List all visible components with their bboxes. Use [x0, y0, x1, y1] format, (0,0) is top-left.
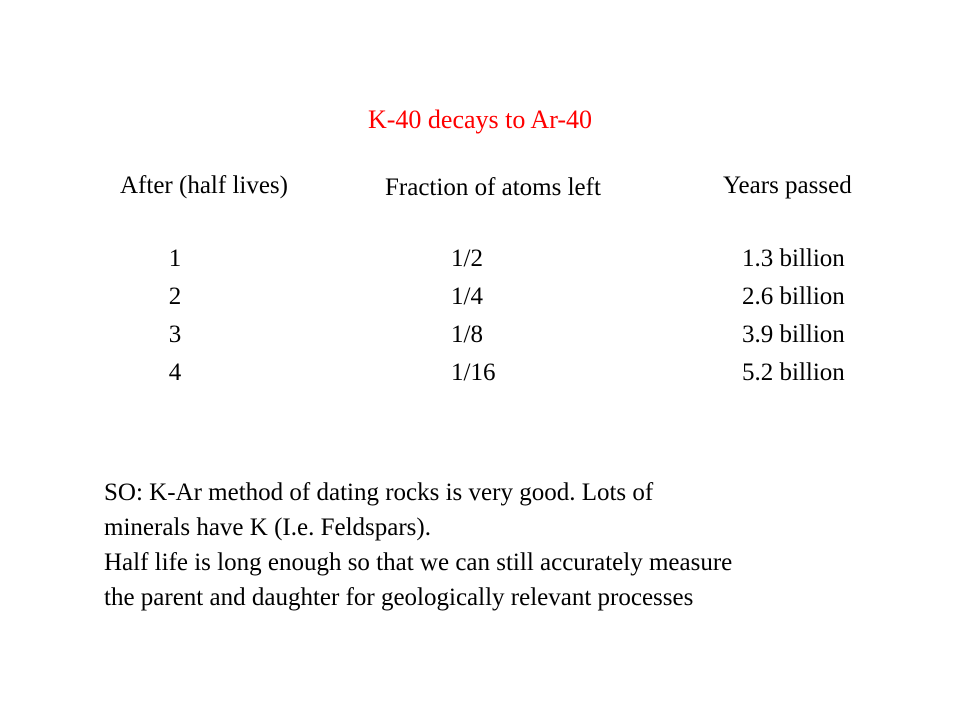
- half-lives-cell: 1: [168, 245, 182, 272]
- fraction-cell: 1/2: [451, 245, 483, 272]
- note-line: minerals have K (I.e. Feldspars).: [104, 514, 431, 541]
- years-cell: 5.2 billion: [742, 359, 845, 386]
- note-line: Half life is long enough so that we can still accurately measure: [104, 549, 733, 576]
- half-lives-cell: 2: [168, 283, 182, 310]
- years-cell: 2.6 billion: [742, 283, 845, 310]
- years-column: [742, 240, 845, 392]
- half-lives-cell: 4: [168, 359, 182, 386]
- half-lives-column: [140, 240, 210, 392]
- note-line: SO: K-Ar method of dating rocks is very good. Lots of: [104, 479, 654, 506]
- slide-title: K-40 decays to Ar-40: [367, 105, 593, 134]
- note-line: the parent and daughter for geologically relevant processes: [104, 584, 694, 611]
- half-lives-cell: 3: [168, 321, 182, 348]
- fraction-cell: 1/4: [451, 283, 483, 310]
- header-fraction-left: Fraction of atoms left: [385, 174, 601, 201]
- fraction-column: [451, 240, 495, 392]
- notes-paragraph: [104, 475, 944, 615]
- header-years-passed: Years passed: [723, 172, 852, 199]
- header-half-lives: After (half lives): [120, 172, 288, 199]
- years-cell: 1.3 billion: [742, 245, 845, 272]
- fraction-cell: 1/16: [451, 359, 496, 386]
- years-cell: 3.9 billion: [742, 321, 845, 348]
- fraction-cell: 1/8: [451, 321, 483, 348]
